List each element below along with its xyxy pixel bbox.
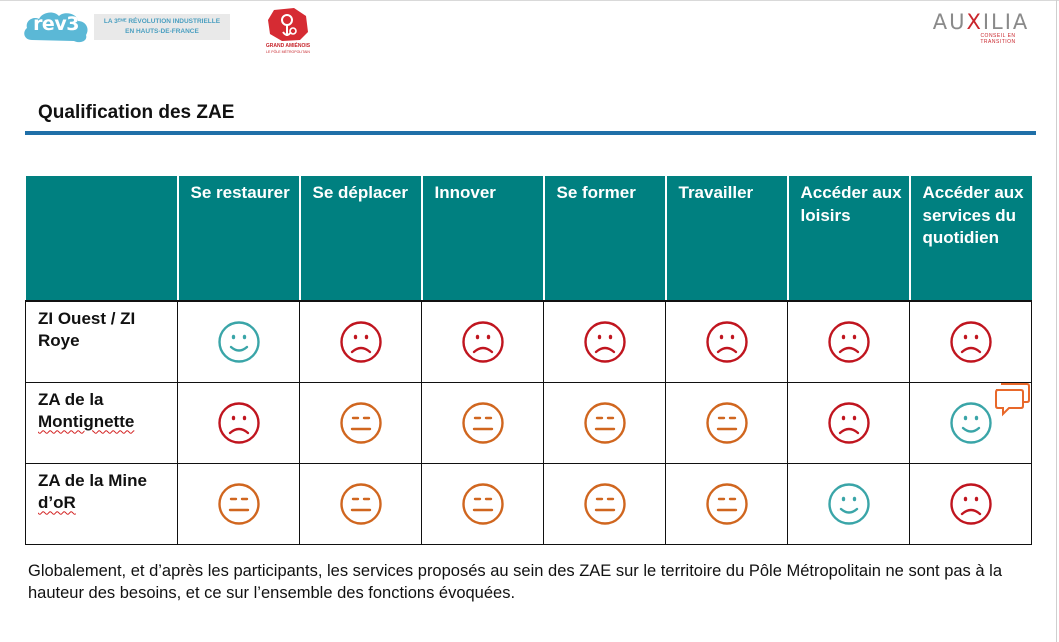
column-header: Accéder aux loisirs xyxy=(788,176,910,301)
rating-cell xyxy=(178,382,300,463)
ga-emblem-icon xyxy=(262,6,314,44)
auxilia-logo xyxy=(930,10,1032,46)
column-header: Se déplacer xyxy=(300,176,422,301)
rating-cell xyxy=(544,382,666,463)
comment-icon[interactable] xyxy=(993,381,1031,417)
sad-face-icon xyxy=(339,320,383,364)
sad-face-icon xyxy=(949,320,993,364)
rating-cell xyxy=(422,301,544,382)
rating-cell xyxy=(422,463,544,544)
row-label xyxy=(26,382,178,463)
summary-paragraph: Globalement, et d’après les participants, les services proposés au sein des ZAE sur le territoire du Pôle Métropolitain ne sont pas à la hauteur des besoins, et ce sur l’ensemble des fonctions évoquées. xyxy=(28,562,1002,602)
rating-cell xyxy=(788,463,910,544)
rating-cell xyxy=(300,301,422,382)
rating-cell xyxy=(544,463,666,544)
neutral-face-icon xyxy=(217,482,261,526)
column-header: Se former xyxy=(544,176,666,301)
neutral-face-icon xyxy=(339,482,383,526)
qualification-table xyxy=(25,176,1032,545)
page-edge xyxy=(1056,0,1057,642)
neutral-face-icon xyxy=(705,482,749,526)
neutral-face-icon xyxy=(339,401,383,445)
sad-face-icon xyxy=(583,320,627,364)
auxilia-tagline: CONSEIL EN TRANSITION xyxy=(980,33,1016,45)
table-row xyxy=(26,382,1032,463)
sad-face-icon xyxy=(827,320,871,364)
rev3-logo xyxy=(22,10,232,44)
table-row xyxy=(26,301,1032,382)
row-label: ZI Ouest / ZI Roye xyxy=(26,301,178,382)
rating-cell xyxy=(422,382,544,463)
column-header: Innover xyxy=(422,176,544,301)
rev3-tagline xyxy=(94,14,230,40)
rating-cell xyxy=(788,382,910,463)
rating-cell xyxy=(666,463,788,544)
neutral-face-icon xyxy=(461,482,505,526)
rating-cell xyxy=(178,463,300,544)
row-label-spellcheck: Montignette xyxy=(38,411,135,431)
section-title: Qualification des ZAE xyxy=(38,102,235,123)
auxilia-wordmark xyxy=(930,10,1032,34)
rating-cell xyxy=(178,301,300,382)
column-header: Travailler xyxy=(666,176,788,301)
neutral-face-icon xyxy=(583,401,627,445)
row-label xyxy=(26,463,178,544)
neutral-face-icon xyxy=(461,401,505,445)
auxilia-name-part2: ILIA xyxy=(982,10,1030,34)
sad-face-icon xyxy=(949,482,993,526)
rev3-tagline-2: EN HAUTS-DE-FRANCE xyxy=(125,28,199,35)
row-label-part: ZA de la Mine xyxy=(38,470,147,490)
ga-logo-text xyxy=(262,43,314,55)
title-rule xyxy=(25,131,1036,135)
table-header-row xyxy=(26,176,1032,301)
header-corner xyxy=(26,176,178,301)
neutral-face-icon xyxy=(705,401,749,445)
rating-cell xyxy=(300,382,422,463)
happy-face-icon xyxy=(949,401,993,445)
rating-cell xyxy=(910,463,1032,544)
table-row xyxy=(26,463,1032,544)
sad-face-icon xyxy=(217,401,261,445)
happy-face-icon xyxy=(827,482,871,526)
rating-with-comment xyxy=(949,401,993,445)
rating-cell xyxy=(910,382,1032,463)
auxilia-name-x: X xyxy=(966,10,983,34)
rev3-wordmark: rev3 xyxy=(33,13,79,35)
sad-face-icon xyxy=(827,401,871,445)
row-label-part: ZA de la xyxy=(38,389,104,409)
column-header: Se restaurer xyxy=(178,176,300,301)
top-border xyxy=(0,0,1059,1)
neutral-face-icon xyxy=(583,482,627,526)
ga-logo-line1: GRAND AMIÉNOIS xyxy=(265,43,311,49)
rating-cell xyxy=(300,463,422,544)
rating-cell xyxy=(544,301,666,382)
column-header: Accéder aux services du quotidien xyxy=(910,176,1032,301)
sad-face-icon xyxy=(705,320,749,364)
rating-cell xyxy=(666,301,788,382)
rev3-tagline-1: LA 3ᴱᴹᴱ RÉVOLUTION INDUSTRIELLE xyxy=(103,18,221,25)
grand-amienois-logo xyxy=(262,6,314,56)
rating-cell xyxy=(666,382,788,463)
rating-cell xyxy=(788,301,910,382)
sad-face-icon xyxy=(461,320,505,364)
row-label-spellcheck: d’oR xyxy=(38,492,76,512)
auxilia-name-part1: AU xyxy=(932,10,967,34)
ga-logo-line2: LE PÔLE MÉTROPOLITAIN xyxy=(266,50,310,54)
happy-face-icon xyxy=(217,320,261,364)
rating-cell xyxy=(910,301,1032,382)
